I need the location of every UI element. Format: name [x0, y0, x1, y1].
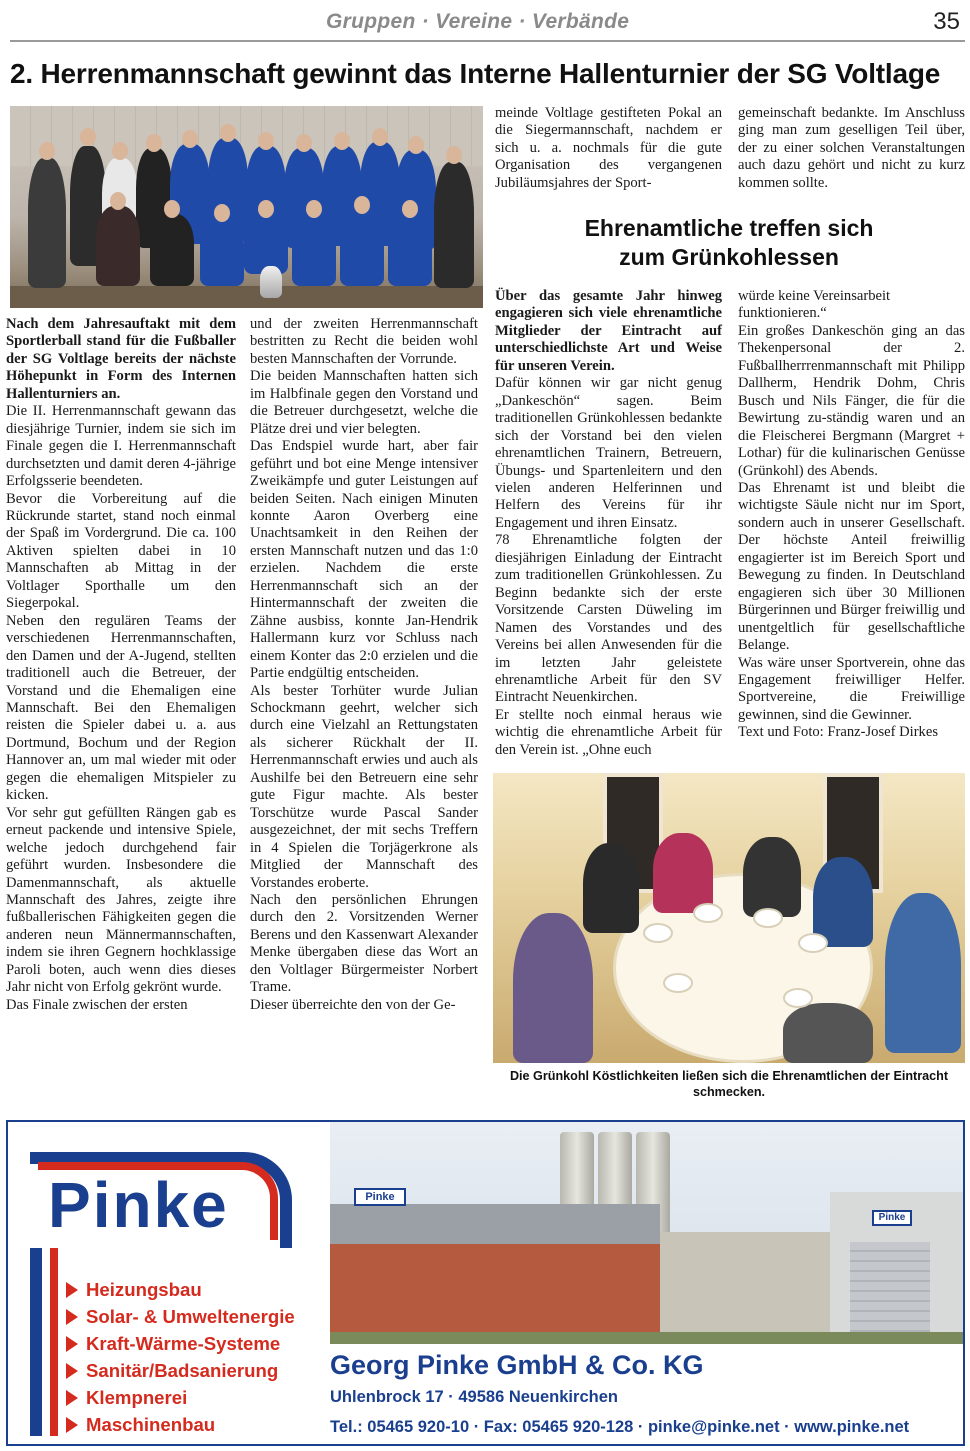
article2-lead: Über das gesamte Jahr hinweg engagieren sich viele ehrenamtliche Mitglieder der Eintracht auf unterschiedlichste Art und Weise für unseren Verein. — [495, 288, 722, 374]
section-title: Gruppen · Vereine · Verbände — [326, 10, 630, 33]
pinke-logo: Pinke — [48, 1169, 229, 1241]
company-contact: Tel.: 05465 920-10 · Fax: 05465 920-128 · pinke@pinke.net · www.pinke.net — [330, 1418, 910, 1436]
gym-floor — [10, 286, 483, 308]
article1-paragraph: gemeinschaft bedankte. Im Anschluss ging man zum geselligen Teil über, der zu einer solchen Veranstaltungen auch dazu gehört und nicht zu kurz kommen sollte. — [738, 105, 965, 191]
company-address: Uhlenbrock 17 · 49586 Neuenkirchen — [330, 1388, 618, 1406]
person-head — [112, 142, 128, 160]
person-head — [408, 136, 424, 154]
ad-logo-panel — [8, 1122, 328, 1444]
person-head — [446, 146, 462, 164]
article1-lead: Nach dem Jahresauftakt mit dem Sportlerball stand für die Fußballer der SG Voltlage bereits der nächste Höhepunkt in Form des Internen Hallenturniers an. — [6, 316, 236, 402]
arrow-right-icon — [66, 1363, 78, 1379]
header-divider — [10, 40, 965, 42]
arrow-right-icon — [66, 1282, 78, 1298]
article1-paragraph: Bevor die Vorbereitung auf die Rückrunde startet, stand noch einmal der Spaß im Vordergrund. Die ca. 100 Aktiven spielten dabei in 10 Mannschaften ab Mittag in der Voltlager Sporthalle um den Siegerpokal. — [6, 490, 236, 612]
article1-paragraph: Als bester Torhüter wurde Julian Schockmann geehrt, welcher sich durch eine Vielzahl an Rettungstaten als sicherer Rückhalt der II. Herrenmannschaft erwies und auch als Aushilfe bei den Betreuern eine sehr gute Figur machte. Als bester Torschütze wurde Pascal Sander ausgezeichnet, der mit sechs Treffern in 4 Spielen die Torjägerkrone als Mitglied der Mannschaft des Vorstandes eroberte. — [250, 682, 478, 891]
trophy-icon — [260, 266, 282, 298]
person-figure — [783, 1003, 873, 1063]
person-figure — [513, 913, 593, 1063]
article1-paragraph: Vor sehr gut gefüllten Rängen gab es erneut packende und intensive Spiele, welche jedoch durchgehend fair geführt wurden. Insbesondere die Damenmannschaft, als aktuelle Mannschaft des Jahres, zeigte ihre fußballerischen Fähigkeiten gegen die anderen neun Männermannschaften, indem sie ihren Gegnern hochklassige Paroli boten, auch wenn dies dieses Jahr nicht von Erfolg gekrönt wurde. — [6, 804, 236, 996]
person-figure — [340, 210, 384, 286]
hall-sign: Pinke — [872, 1210, 912, 1226]
ground — [330, 1332, 963, 1344]
person-figure — [388, 214, 432, 286]
person-head — [220, 124, 236, 142]
team-photo — [10, 106, 483, 308]
article1-paragraph: Das Finale zwischen der ersten — [6, 996, 188, 1013]
photo-credit: Text und Foto: Franz-Josef Dirkes — [738, 724, 939, 741]
building-roof — [330, 1204, 660, 1244]
article1-paragraph: meinde Voltlage gestifteten Pokal an die Siegermannschaft, nachdem er sich u. a. nochmals für die gute Organisation des vergangenen Jubiläumsjahres der Sport- — [495, 105, 722, 191]
article2-column-1 — [495, 288, 722, 759]
service-label: Kraft-Wärme-Systeme — [86, 1333, 281, 1354]
article1-column-4 — [738, 105, 965, 192]
service-item — [66, 1303, 295, 1330]
person-figure — [292, 214, 336, 286]
services-list — [66, 1276, 295, 1438]
person-head — [334, 132, 350, 150]
person-head — [372, 128, 388, 146]
person-figure — [885, 893, 961, 1053]
person-figure — [743, 837, 801, 917]
plate — [783, 988, 813, 1008]
article2-column-2 — [738, 288, 965, 742]
arrow-right-icon — [66, 1417, 78, 1433]
logo-stem — [30, 1248, 42, 1436]
plate — [643, 923, 673, 943]
person-head — [354, 196, 370, 214]
article2-headline — [493, 214, 965, 272]
arrow-right-icon — [66, 1309, 78, 1325]
person-head — [80, 128, 96, 146]
service-label: Klempnerei — [86, 1387, 188, 1408]
brick-building — [330, 1244, 660, 1334]
person-figure — [583, 843, 639, 933]
article2-headline-line: Ehrenamtliche treffen sich — [584, 215, 874, 241]
section-header — [0, 4, 970, 40]
service-label: Sanitär/Badsanierung — [86, 1360, 279, 1381]
article1-column-1 — [6, 316, 236, 1014]
company-building-photo — [330, 1122, 963, 1344]
person-head — [296, 134, 312, 152]
service-label: Solar- & Umweltenergie — [86, 1306, 295, 1327]
article2-paragraph: 78 Ehrenamtliche folgten der diesjährigen Einladung der Eintracht zum traditionellen Grünkohlessen. Zu Beginn bedankte sich der erste Vorsitzende Carsten Düweling im Namen des Vorstandes und des Vereins bei allen Anwesenden für die im letzten Jahr geleistete ehrenamtliche Arbeit für den SV Eintracht Neuenkirchen. — [495, 532, 722, 706]
person-figure — [200, 218, 244, 286]
article1-paragraph: Nach den persönlichen Ehrungen durch den 2. Vorsitzenden Werner Berens und den Kassenwart Alexander Menke übergaben diese das Wort an den Voltlager Bürgermeister Norbert Trame. — [250, 891, 478, 996]
person-head — [146, 134, 162, 152]
person-head — [110, 192, 126, 210]
person-figure — [434, 162, 474, 288]
logo-stem-accent — [50, 1248, 58, 1436]
plate — [663, 973, 693, 993]
person-figure — [813, 857, 873, 947]
article1-paragraph: Die beiden Mannschaften hatten sich im Halbfinale gegen den Vorstand und die Betreuer durchgesetzt, welche die Plätze drei und vier belegten. — [250, 368, 478, 437]
article1-paragraph: Neben den regulären Teams der verschiedenen Herrenmannschaften, den Damen und der A-Jugend, stellten traditionell auch die Betreuer, der Vorstand und die Ehemaligen eine Mannschaft. Bei den Ehemaligen reisten die Spieler dabei u. a. aus Dortmund, Bochum und der Region Hannover an, um mal wieder mit oder gegen die ehemaligen Mitspieler zu kicken. — [6, 612, 236, 804]
person-head — [39, 142, 55, 160]
person-head — [402, 200, 418, 218]
person-head — [306, 200, 322, 218]
dinner-photo — [493, 773, 965, 1063]
article1-paragraph: Dieser überreichte den von der Ge- — [250, 996, 456, 1013]
article-headline: 2. Herrenmannschaft gewinnt das Interne Hallenturnier der SG Voltlage — [10, 58, 941, 89]
person-head — [258, 132, 274, 150]
person-head — [214, 204, 230, 222]
plate — [798, 933, 828, 953]
service-item — [66, 1384, 295, 1411]
service-item — [66, 1276, 295, 1303]
service-item — [66, 1411, 295, 1438]
article2-headline-line: zum Grünkohlessen — [619, 244, 839, 270]
person-figure — [150, 214, 194, 286]
plate — [693, 903, 723, 923]
person-head — [182, 130, 198, 148]
service-item — [66, 1357, 295, 1384]
article2-paragraph: Ein großes Dankeschön ging an das Thekenpersonal der 2. Fußballherrrenmannschaft mit Philipp Dallherm, Hendrik Dohm, Chris Busch und Nils Fänger, die für die Bewirtung zu-ständig waren und an die Fleischerei Bergmann (Margret + Lothar) für die kulinarischen Genüsse (Grünkohl) des Abends. — [738, 322, 965, 479]
article2-paragraph: Er stellte noch einmal heraus wie wichtig die ehrenamtliche Arbeit für den Verein ist. „Ohne euch — [495, 706, 722, 758]
article2-paragraph: Das Ehrenamt ist und bleibt die wichtigste Säule nicht nur im Sport, sondern auch in unserer Gesellschaft. Der höchste Anteil freiwillig engagierter ist im Bereich Sport und Bewegung zu finden. In Deutschland engagieren sich über 30 Millionen Bürgerinnen und Bürger freiwillig und unentgeltlich für gesellschaftliche Belange. — [738, 479, 965, 654]
article1-column-3 — [495, 105, 722, 192]
person-figure — [28, 158, 66, 288]
service-item — [66, 1330, 295, 1357]
page-number: 35 — [933, 8, 960, 35]
pinke-advertisement — [6, 1120, 965, 1446]
person-figure — [96, 206, 140, 286]
plate — [753, 908, 783, 928]
article2-paragraph: Dafür können wir gar nicht genug „Dankeschön“ sagen. Beim traditionellen Grünkohlessen bedankte sich der Vorstand bei den vielen ehrenamtlichen Trainern, Betreuern, Übungs- und Spartenleitern und den vielen anderen Helferinnen und Helfern des Vereins für ihr Engagement und ihren Einsatz. — [495, 375, 722, 531]
service-label: Heizungsbau — [86, 1279, 202, 1300]
roller-door — [850, 1242, 930, 1332]
service-label: Maschinenbau — [86, 1414, 216, 1435]
building-sign: Pinke — [354, 1188, 406, 1206]
arrow-right-icon — [66, 1390, 78, 1406]
article1-paragraph: Die II. Herrenmannschaft gewann das diesjährige Turnier, indem sie sich im Finale gegen die I. Herrenmannschaft durchsetzten und damit deren 4-jährige Erfolgsserie beendeten. — [6, 403, 236, 490]
article1-paragraph: Das Endspiel wurde hart, aber fair geführt und bot eine Menge intensiver Zweikämpfe und guter Leistungen auf beiden Seiten. Nach einigen Minuten konnte Aaron Overberg eine Unachtsamkeit in den Reihen der ersten Mannschaft nutzen und das 1:0 erzielen. Nachdem die erste Herrenmannschaft sich an der Hintermannschaft der zweiten die Zähne ausbiss, konnte Jan-Hendrik Hallermann kurz vor Schluss nach einem Konter das 2:0 erzielen und die Partie endgültig entscheiden. — [250, 438, 478, 682]
person-head — [258, 200, 274, 218]
shed — [660, 1232, 830, 1332]
person-figure — [244, 214, 288, 274]
person-figure — [653, 833, 713, 913]
dinner-photo-caption: Die Grünkohl Köstlichkeiten ließen sich die Ehrenamtlichen der Eintracht schmecken. — [509, 1069, 949, 1099]
person-head — [164, 200, 180, 218]
article2-paragraph: Was wäre unser Sportverein, ohne das Engagement freiwilliger Helfer. Sportvereine, die Freiwillige gewinnen, sind die Gewinner. — [738, 654, 965, 723]
company-name: Georg Pinke GmbH & Co. KG — [330, 1350, 704, 1380]
article1-column-2 — [250, 316, 478, 1014]
article2-paragraph: würde keine Vereinsarbeit funktionieren.“ — [738, 288, 891, 322]
arrow-right-icon — [66, 1336, 78, 1352]
article1-paragraph: und der zweiten Herrenmannschaft bestritten zu Recht die beiden wohl besten Mannschaften der Vorrunde. — [250, 316, 478, 367]
